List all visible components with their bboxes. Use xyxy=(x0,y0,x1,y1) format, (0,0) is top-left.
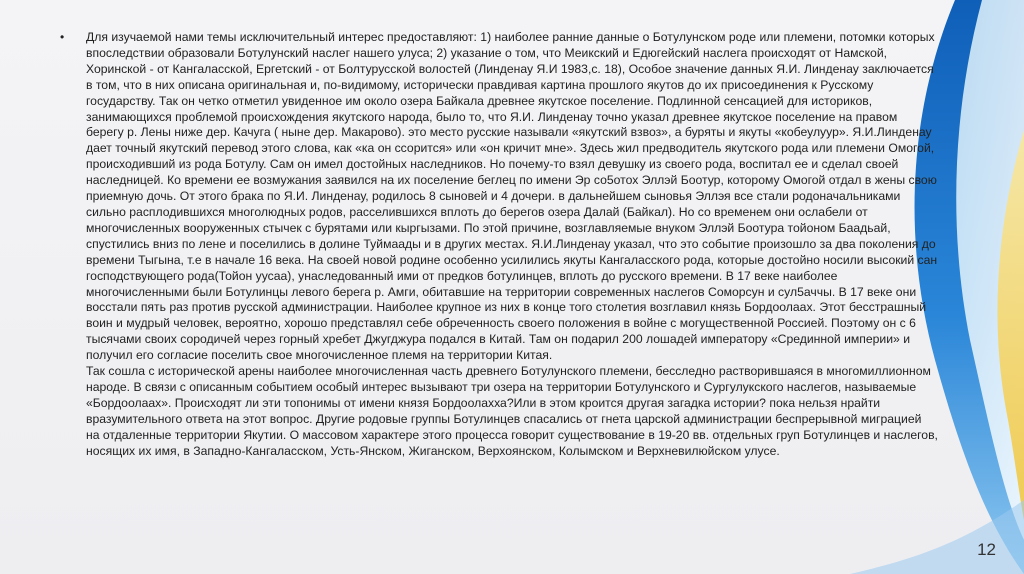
bullet-marker: • xyxy=(60,30,65,44)
page-number: 12 xyxy=(977,540,996,559)
body-text: Для изучаемой нами темы исключительный интерес предоставляют: 1) наиболее ранние данные о Ботулунском роде или племени, потомки которых впоследствии образовали Ботулунский наслег нашего улуса; 2) указание о том, что Меикский и Едюгейский наслега происходят от Намской, Хоринской - от Кангаласской, Ергетский - от Болтурусской волостей (Линденау Я.И 1983,с. 18), Особое значение данных Я.И. Линденау заключается в том, что в них описана оригинальная и, по-видимому, исторически правдивая картина прошлого якутов до их присоединения к Русскому государству. Так он четко отметил увиденное им около озера Байкала древнее якутское поселение. Подлинной сенсацией для историков, занимающихся проблемой происхождения якутского народа, было то, что Я.И. Линденау точно указал древнее якутское поселение на правом берегу р. Лены ниже дер. Качуга ( ныне дер. Макарово). это место русские называли «якутский взвоз», а буряты и якуты «кобеулуур». Я.И.Линденау дает точный якутский перевод этого слова, как «ка он ссорится» или «он кричит мне». Здесь жил предводитель якутского рода или племени Омогой, происходивший из рода Ботулу. Сам он имел достойных наследников. Но почему-то взял девушку из своего рода, воспитал ее и сделал своей наследницей. Ко времени ее возмужания заявился на их поселение беглец по имени Эр со5отох Эллэй Боотур, которому Омогой отдал в жены свою приемную дочь. От этого брака по Я.И. Линденау, родилось 8 сыновей и 4 дочери. в дальнейшем сыновья Эллэя все стали родоначальниками сильно расплодившихся многолюдных родов, расселившихся вплоть до берегов озера Далай (Байкал). Но со временем они ослабели от многочисленных вооруженных стычек с бурятами или кыргызами. По этой причине, возглавляемые внуком Эллэй Боотура тойоном Баадьай, спустились вниз по лене и поселились в долине Туймаады и в других местах. Я.И.Линденау указал, что это событие произошло за два поколения до времени Тыгына, т.е в начале 16 века. На своей новой родине особенно усилились якуты Кангаласского рода, которые достойно носили высокий сан господствующего рода(Тойон уусаа), унаследованный ими от предков ботулинцев, вплоть до русского времени. В 17 веке наиболее многочисленными были Ботулинцы левого берега р. Амги, обитавшие на территории современных наслегов Соморсун и сул5аччы. В 17 веке они восстали пять раз против русской администрации. Наиболее крупное из них в конце того столетия возглавил князь Бордоолаах. Этот бесстрашный воин и мудрый человек, вероятно, хорошо представлял себе обреченность своего положения в войне с могущественной Россией. Поэтому он с 6 тысячами своих сородичей через горный хребет Джугджура подался в Китай. Там он подарил 200 лошадей императору «Срединной империи» и получил его согласие поселить свое многочисленное племя на территории Китая. Так сошла с исторической арены наиболее многочисленная часть древнего Ботулунского племени, бесследно растворившаяся в многомиллионном народе. В связи с описанным событием особый интерес вызывают три озера на территории Ботулунского и Сургулукского наслегов, называемые «Бордоолаах». Происходят ли эти топонимы от имени князя Бордоолахха?Или в этом кроится другая загадка истории? пока нельзя нрайти вразумительного ответа на этот вопрос. Другие родовые группы Ботулинцев спасались от гнета царской администрации беспрерывной миграцией на отдаленные территории Якутии. О массовом характере этого процесса говорит существование в 19-20 вв. отдельных груп Ботулинцев и наслегов, носящих их имя, в Западно-Кангаласском, Усть-Янском, Жиганском, Верхоянском, Колымском и Верхневилюйском улусе. xyxy=(86,30,938,458)
